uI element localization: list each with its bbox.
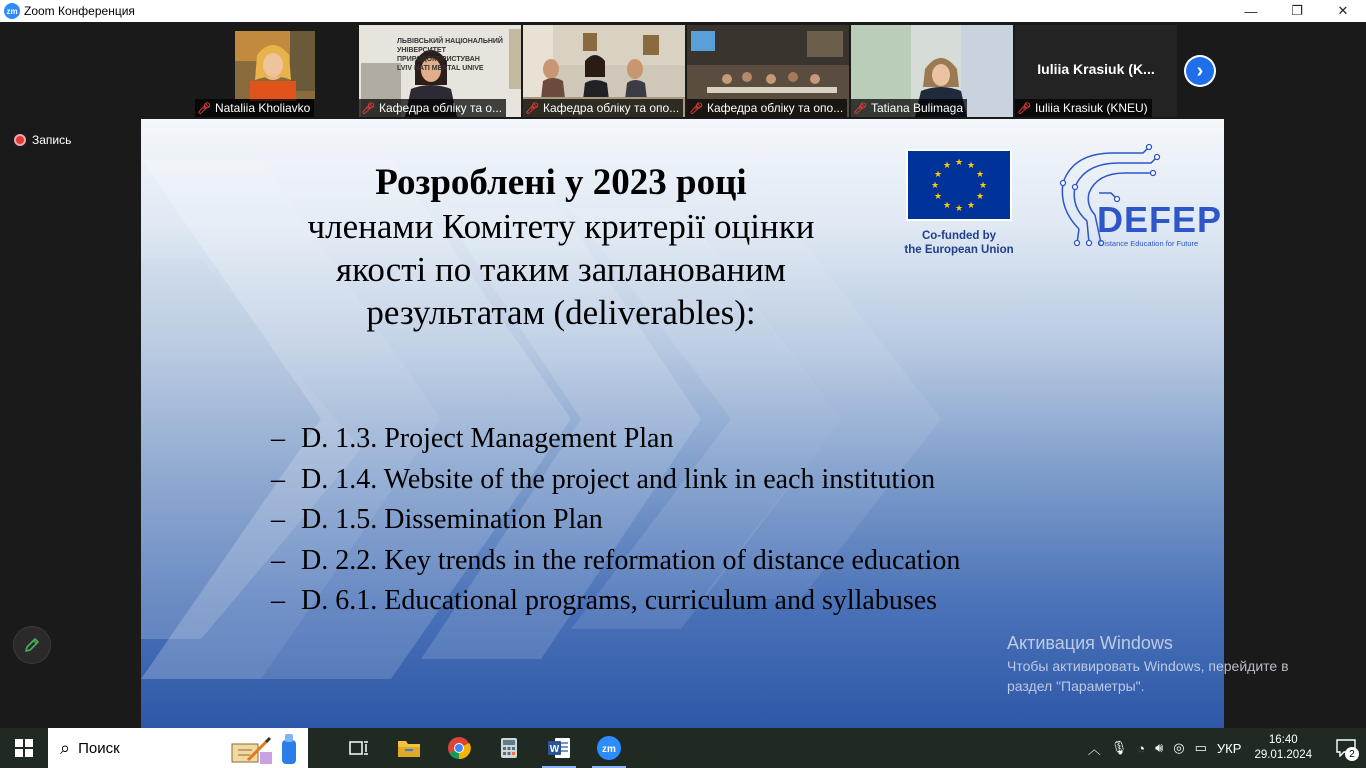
slide-title-bold: Розроблені у 2023 році	[375, 162, 747, 203]
windows-taskbar	[0, 728, 1366, 768]
banner-text: ЛЬВІВСЬКИЙ НАЦІОНАЛЬНИЙ УНІВЕРСИТЕТ ПРИРОДОКОРИСТУВАН LVIV NATI MENTAL UNIVE	[397, 38, 503, 72]
word-button[interactable]	[536, 728, 582, 768]
taskbar-search-box[interactable]	[48, 728, 308, 768]
chevron-up-icon[interactable]: ︿	[1087, 741, 1101, 757]
chevron-right-icon: ›	[1186, 57, 1214, 85]
muted-mic-icon: 🎤︎	[1017, 102, 1031, 115]
window-title: Zoom Конференция	[24, 4, 135, 18]
list-item: – D. 1.5. Dissemination Plan	[271, 504, 603, 535]
participant-name: Iuliia Krasiuk (KNEU)	[1034, 101, 1148, 115]
slide-title	[241, 161, 881, 334]
svg-text:★: ★	[954, 204, 964, 214]
svg-text:★: ★	[954, 158, 964, 168]
window-controls	[1228, 0, 1366, 22]
list-item: – D. 1.4. Website of the project and link in each institution	[271, 463, 936, 495]
muted-mic-icon: 🎤︎	[361, 102, 375, 115]
defep-logo-subtitle: Distance Education for Future	[1099, 239, 1199, 248]
participant-name-bar	[359, 99, 506, 117]
zoom-meeting-area	[0, 22, 1366, 728]
svg-text:★: ★	[933, 170, 943, 180]
window-title-bar	[0, 0, 1366, 22]
calculator-icon	[500, 737, 518, 759]
close-button[interactable]: ✕	[1337, 3, 1349, 18]
svg-text:zm: zm	[602, 744, 616, 755]
slide-title-line: членами Комітету критерії оцінки	[307, 207, 815, 246]
muted-mic-icon: 🎤︎	[197, 102, 211, 115]
svg-text:★: ★	[966, 161, 976, 171]
muted-mic-icon: 🎤︎	[853, 102, 867, 115]
annotate-button[interactable]	[13, 626, 51, 664]
participant-tile[interactable]	[687, 25, 849, 117]
slide-title-line: якості по таким запланованим	[336, 250, 786, 289]
list-item: – D. 1.3. Project Management Plan	[271, 423, 674, 454]
chrome-icon	[447, 736, 471, 760]
clock-date: 29.01.2024	[1254, 749, 1312, 761]
task-view-icon	[349, 739, 369, 757]
list-item: – D. 6.1. Educational programs, curriculum and syllabuses	[271, 585, 938, 616]
participant-name-bar	[523, 99, 683, 117]
svg-text:★: ★	[966, 201, 976, 211]
participant-name: Кафедра обліку та опо...	[706, 101, 844, 115]
slide-title-line: результатам (deliverables):	[366, 293, 756, 332]
chrome-button[interactable]	[436, 728, 482, 768]
volume-icon[interactable]: 🔊︎	[1155, 740, 1164, 755]
svg-text:★: ★	[933, 192, 943, 202]
participant-name: Кафедра обліку та о...	[378, 101, 503, 115]
recording-indicator[interactable]	[14, 133, 71, 147]
file-explorer-button[interactable]	[386, 728, 432, 768]
windows-activation-watermark: Активация Windows Чтобы активировать Windows, перейдите в раздел "Параметры".	[1007, 633, 1289, 694]
participant-name-bar	[851, 99, 967, 117]
notification-count-badge: 2	[1345, 747, 1359, 761]
webcam-icon[interactable]: ◎	[1173, 740, 1185, 755]
muted-mic-icon: 🎤︎	[689, 102, 703, 115]
zoom-icon	[596, 735, 622, 761]
input-language[interactable]: УКР	[1216, 740, 1242, 756]
list-item: – D. 2.2. Key trends in the reformation of distance education	[271, 544, 961, 576]
participant-tile[interactable]	[851, 25, 1013, 117]
svg-text:★: ★	[930, 181, 940, 191]
participant-tile[interactable]	[1015, 25, 1177, 117]
deliverables-list	[271, 419, 960, 622]
svg-text:★: ★	[975, 170, 985, 180]
participant-tile-active[interactable]	[523, 25, 685, 117]
defep-logo-text: DEFEP	[1097, 199, 1223, 240]
minimize-button[interactable]: —	[1244, 3, 1258, 19]
notification-center-button[interactable]	[1326, 728, 1366, 768]
muted-mic-icon: 🎤︎	[525, 102, 539, 115]
search-highlight-illustration	[230, 732, 300, 766]
recording-label: Запись	[32, 133, 72, 147]
pencil-icon	[23, 636, 41, 654]
svg-text:★: ★	[975, 192, 985, 202]
calculator-button[interactable]	[486, 728, 532, 768]
search-placeholder: Поиск	[78, 739, 120, 757]
start-button[interactable]	[0, 728, 48, 768]
participant-tile[interactable]	[195, 25, 357, 117]
eu-flag-logo	[906, 149, 1012, 221]
task-view-button[interactable]	[336, 728, 382, 768]
battery-icon[interactable]: ▭	[1194, 740, 1207, 755]
maximize-button[interactable]: ❐	[1291, 3, 1303, 18]
wifi-icon[interactable]: ◔	[1137, 740, 1146, 756]
svg-text:★: ★	[942, 161, 952, 171]
search-icon: ⌕	[60, 737, 71, 758]
microphone-icon[interactable]: 🎙︎	[1110, 740, 1128, 755]
participant-name: Кафедра обліку та опо...	[542, 101, 680, 115]
svg-text:W: W	[549, 744, 560, 755]
system-tray	[1083, 728, 1366, 768]
participant-name-bar	[195, 99, 314, 117]
participant-name-bar	[687, 99, 847, 117]
next-participants-button[interactable]	[1184, 55, 1216, 87]
zoom-app-icon: zm	[4, 3, 20, 19]
participant-tile[interactable]	[359, 25, 521, 117]
participant-name: Nataliia Kholiavko	[214, 101, 311, 115]
taskbar-apps	[336, 728, 632, 768]
zoom-taskbar-button[interactable]	[586, 728, 632, 768]
folder-icon	[397, 738, 421, 758]
clock-time: 16:40	[1268, 734, 1298, 746]
participant-video-strip	[195, 25, 1177, 117]
clock[interactable]	[1254, 733, 1312, 763]
eu-caption: Co-funded by the European Union	[904, 230, 1014, 256]
participant-name: Tatiana Bulimaga	[870, 101, 964, 115]
svg-text:★: ★	[942, 201, 952, 211]
eu-stars-icon	[908, 151, 1010, 219]
record-icon	[14, 134, 26, 146]
participant-display-name: Iuliia Krasiuk (K...	[1037, 61, 1155, 77]
participant-name-bar	[1015, 99, 1152, 117]
svg-text:★: ★	[978, 181, 988, 191]
windows-logo-icon	[15, 739, 33, 757]
word-icon	[547, 737, 571, 759]
